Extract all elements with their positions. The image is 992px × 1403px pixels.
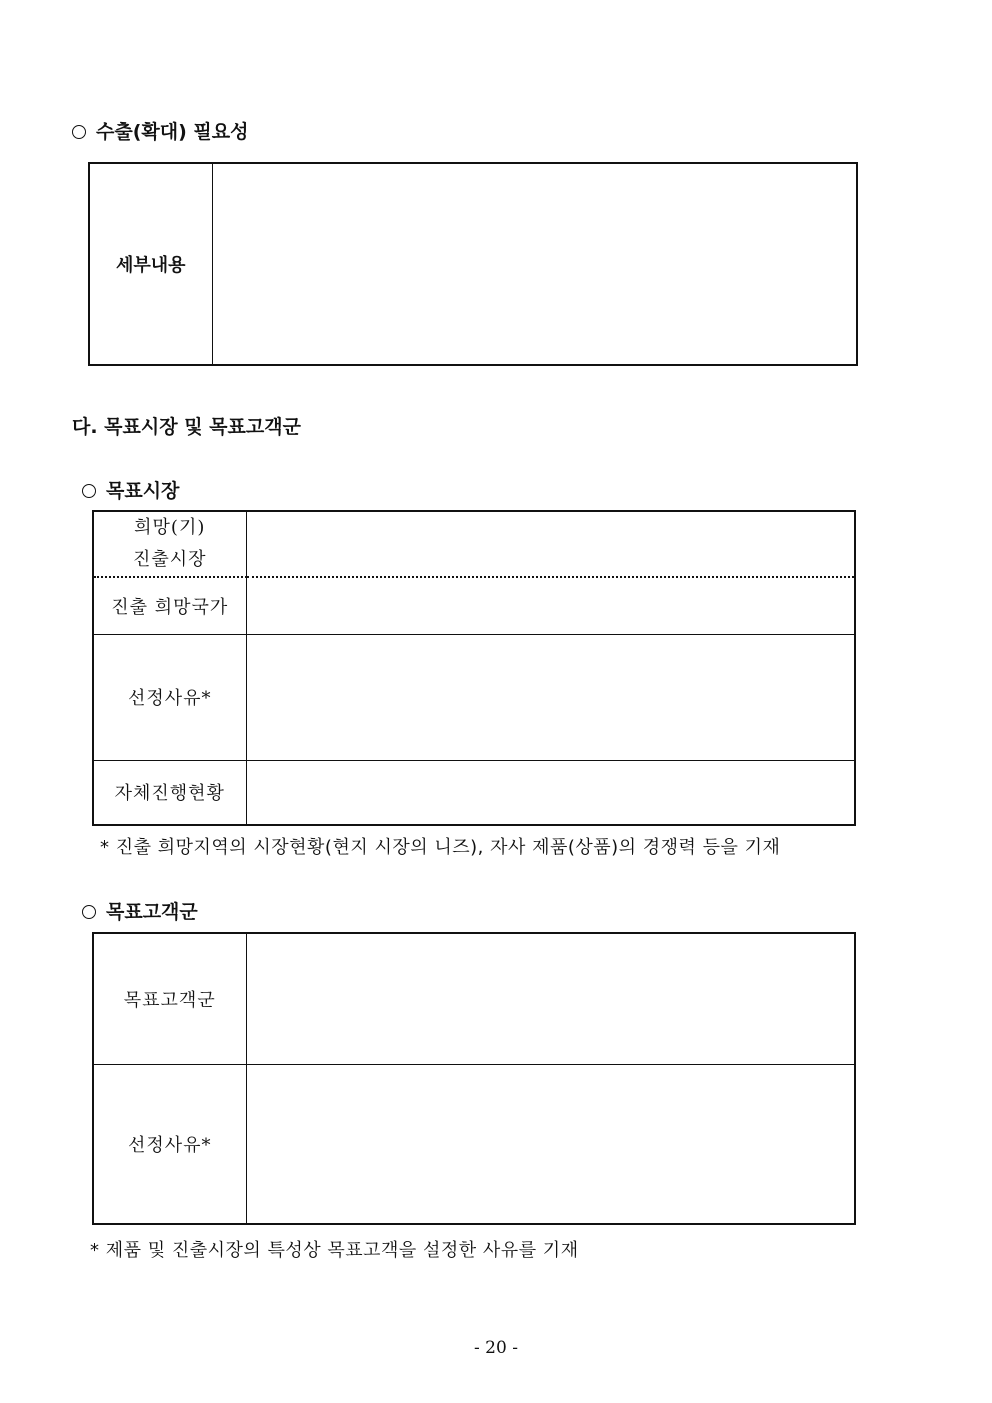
- target-customer-note: * 제품 및 진출시장의 특성상 목표고객을 설정한 사유를 기재: [90, 1240, 579, 1261]
- customer-group-label: 목표고객군: [93, 933, 246, 1064]
- target-customer-heading: [82, 897, 198, 924]
- customer-reason-field[interactable]: [246, 1064, 855, 1224]
- hope-market-label-line2: 진출시장: [132, 549, 207, 570]
- progress-status-label: 자체진행현황: [93, 760, 246, 825]
- detail-content-label: 세부내용: [89, 163, 212, 365]
- export-necessity-heading: [72, 117, 248, 144]
- hope-market-field[interactable]: [246, 511, 855, 577]
- customer-reason-label: 선정사유*: [93, 1064, 246, 1224]
- page-number: - 20 -: [474, 1338, 518, 1358]
- market-reason-label: 선정사유*: [93, 634, 246, 760]
- target-market-note: * 진출 희망지역의 시장현황(현지 시장의 니즈), 자사 제품(상품)의 경쟁력 등을 기재: [100, 837, 781, 858]
- circle-bullet-icon: [82, 905, 96, 919]
- export-necessity-table: [88, 162, 858, 366]
- market-reason-field[interactable]: [246, 634, 855, 760]
- hope-country-label: 진출 희망국가: [93, 577, 246, 634]
- progress-status-field[interactable]: [246, 760, 855, 825]
- hope-market-label-line1: 희망(기): [134, 517, 206, 538]
- circle-bullet-icon: [82, 484, 96, 498]
- target-market-table: [92, 510, 856, 826]
- customer-group-field[interactable]: [246, 933, 855, 1064]
- target-customer-title: 목표고객군: [106, 901, 198, 923]
- target-section-heading: 다. 목표시장 및 목표고객군: [72, 416, 301, 438]
- target-customer-table: [92, 932, 856, 1225]
- hope-country-field[interactable]: [246, 577, 855, 634]
- target-market-title: 목표시장: [106, 480, 180, 502]
- hope-market-label: [93, 511, 246, 577]
- target-market-heading: [82, 476, 179, 503]
- export-necessity-title: 수출(확대) 필요성: [96, 121, 249, 143]
- detail-content-field[interactable]: [212, 163, 857, 365]
- circle-bullet-icon: [72, 125, 86, 139]
